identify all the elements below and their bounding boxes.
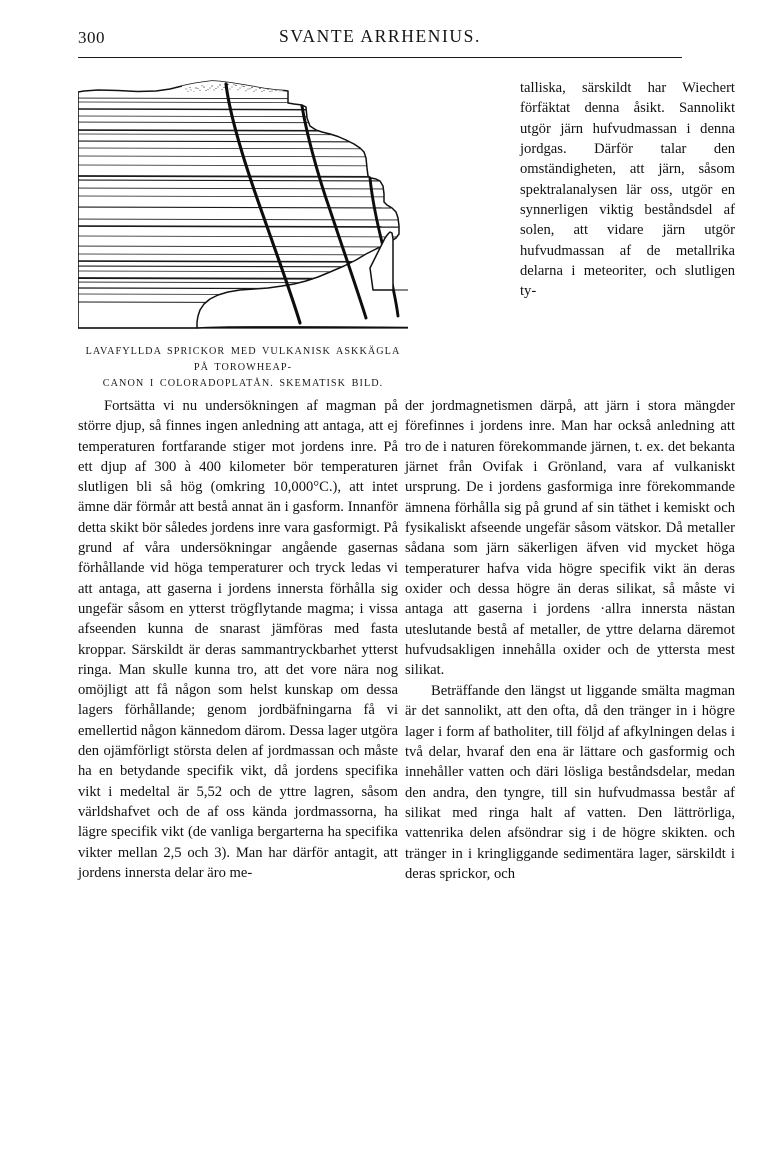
figure-strata-group bbox=[78, 78, 408, 328]
right-column-lower-text bbox=[405, 396, 735, 884]
page-header bbox=[78, 26, 682, 56]
figure-caption-line-2: CANON I COLORADOPLATÅN. SKEMATISK BILD. bbox=[102, 378, 384, 389]
paragraph: Fortsätta vi nu undersökningen af magman på större djup, så finnes ingen anledning att antaga, att ej temperaturen fortfarande stiger mot jordens inre. På ett djup af 300 à 400 kilometer bör temperaturen slutligen bli så hög (omkring 10,000°C.), att intet ämne där förmår att bestå annat än i gasform. Innanför detta skikt bör således jordens inre vara gasformigt. På grund af våra undersökningar angående gasernas förhållande vid höga temperaturer och tryck ledas vi att antaga, att gaserna i jordens innersta förhålla sig ungefär såsom en ytterst trögflytande magma; i vissa afseenden kunna de snarast jämföras med fasta kroppar. Särskildt är deras sammantryckbarhet ytterst ringa. Man skulle kunna tro, att det vore nära nog omöjligt att få någon som helst kunskap om dessa lagers förhållande; genom jordbäfningarna få vi emellertid någon kännedom därom. Dessa lager utgöra den ojämförligt största delen af jordmassan och måste ha en betydande specifik vikt, då jordens specifika vikt i medeltal är 5,52 och de yttre lagren, såsom världshafvet och de af oss kända jordmassorna, ha lägre specifik vikt (de vanliga bergarterna ha specifika vikter mellan 2,5 och 3). Man har därför antagit, att jordens innersta delar äro me- bbox=[78, 398, 398, 881]
figure-caption-line-1: LAVAFYLLDA SPRICKOR MED VULKANISK ASKKÄGLA PÅ TOROWHEAP- bbox=[85, 346, 401, 373]
figure-caption bbox=[78, 344, 408, 392]
running-title: SVANTE ARRHENIUS. bbox=[279, 26, 481, 46]
paragraph: Beträffande den längst ut liggande smälta magman är det sannolikt, att den ofta, då den tränger in i högre lager i form af batholiter, till följd af afkylningen delas i två delar, hvaraf den ena är lättare och gasformig och innehåller vatten och däri lösliga beståndsdelar, medan den andra, den tyngre, till sin hufvudmassa består af silikat med ringa halt af vatten. Den lättrörliga, vattenrika delen afsöndrar sig i de högre skikten. och tränger in i kringliggande sedimentära lager, särskildt i deras sprickor, och bbox=[405, 682, 735, 882]
geological-cross-section-figure bbox=[78, 78, 408, 338]
header-rule bbox=[78, 57, 682, 58]
figure-block bbox=[78, 78, 408, 392]
paragraph: der jordmagnetismen därpå, att järn i stora mängder förefinnes i jordens inre. Man har också anledning att tro de i naturen förekommande järnen, t. ex. det bekanta järnet från Ovifak i Grönland, vara af vulkaniskt ursprung. De i jordens gasformiga inre förekommande ämnena förhålla sig på grund af sin täthet i kemiskt och fysikaliskt afseende ungefär såsom vätskor. Då metaller sådana som järn säkerligen äfven vid mycket höga temperaturer hafva vida högre specifik vikt än deras oxider och dessa högre än deras silikat, så måste vi antaga att gaserna i jordens ·allra innersta nästan uteslutande bestå af metaller, de yttre delarna däremot hufvudsakligen innehålla oxider och de yttersta mest silikat. bbox=[405, 398, 735, 679]
right-column-top-text bbox=[520, 78, 735, 302]
left-column-text bbox=[78, 396, 398, 883]
paragraph: talliska, särskildt har Wiechert förfäktat denna åsikt. Sannolikt utgör järn hufvudmassan i denna jordgas. Därför talar den omständigheten, att järn, såsom spektralanalysen lär oss, utgör en synnerligen viktig beståndsdel af solen, att vidare järn utgör hufvudmassan af de metallrika delarna i meteoriter, och slutligen ty- bbox=[520, 80, 735, 300]
folio-number: 300 bbox=[78, 28, 105, 47]
